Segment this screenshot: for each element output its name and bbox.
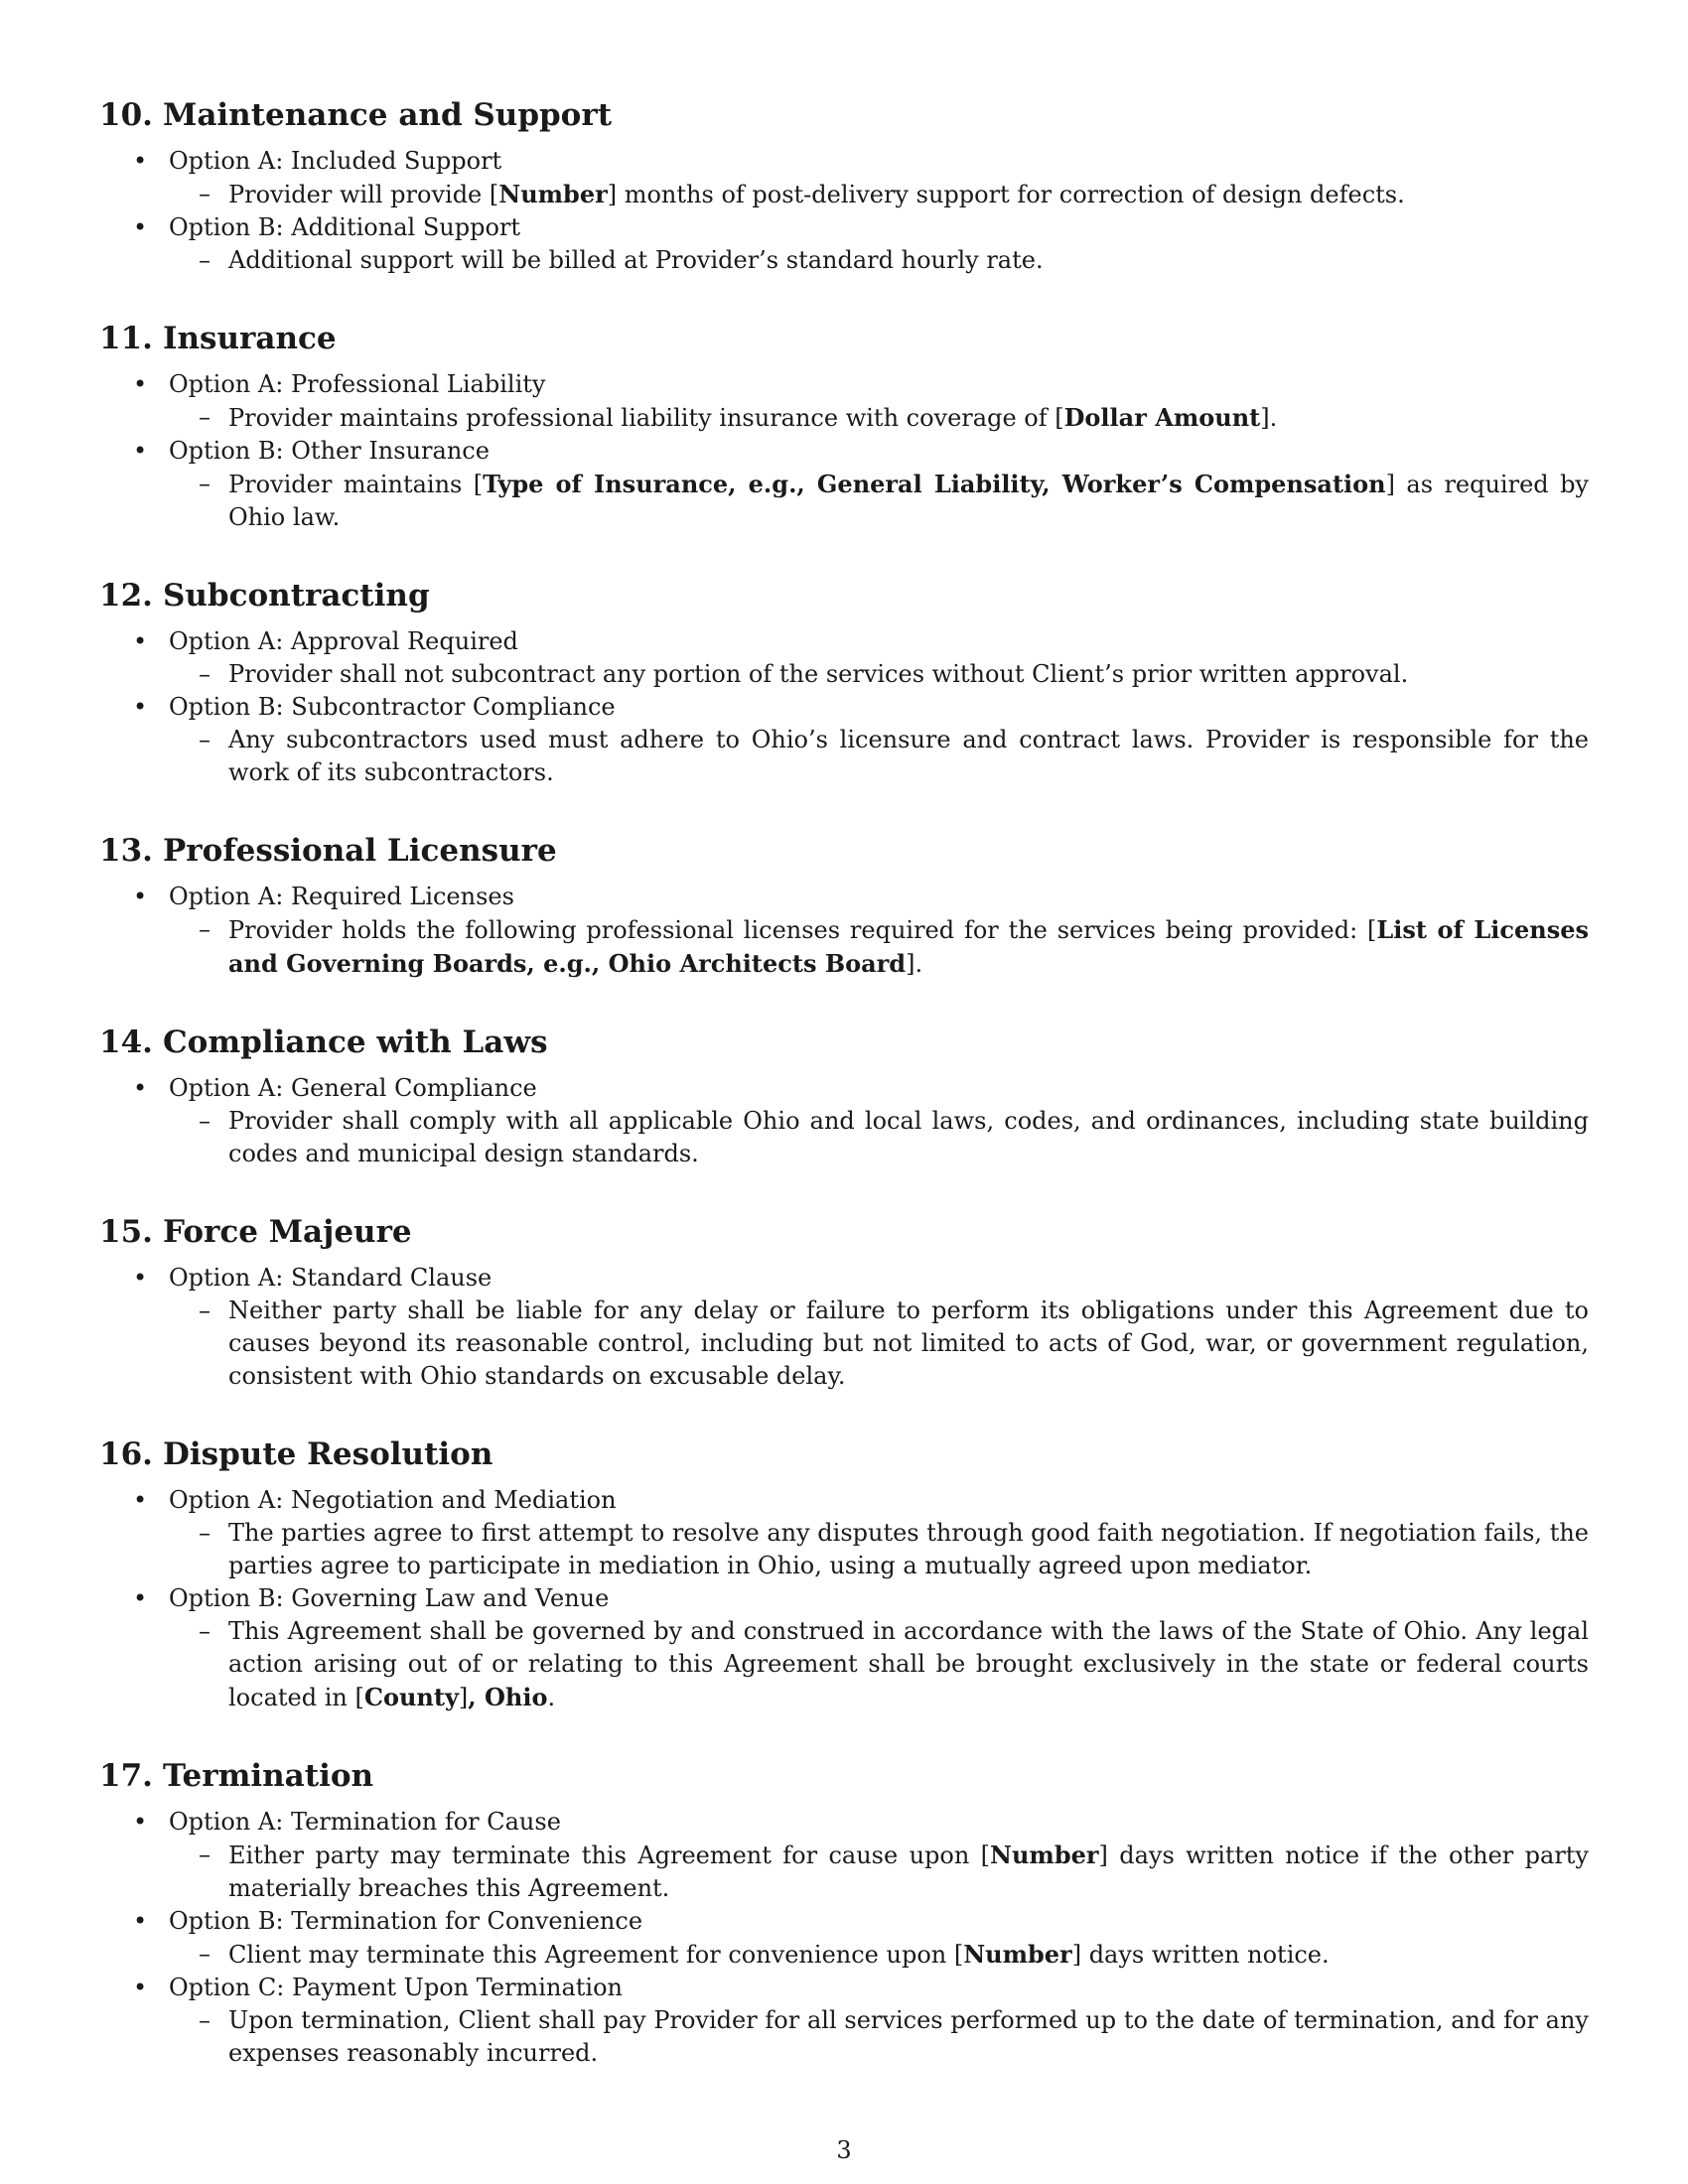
description-text: ]. — [906, 950, 923, 978]
bullet-icon: • — [133, 693, 148, 721]
description-text: Provider shall not subcontract any portion of the services without Client’s prior written approval. — [228, 660, 1409, 688]
section-number: 14. — [99, 1024, 153, 1060]
option-list — [99, 1262, 1589, 1393]
option-item — [99, 435, 1589, 534]
description-text: Provider holds the following professional licenses required for the services being provided: [ — [228, 916, 1377, 944]
placeholder-field: Dollar Amount — [1063, 403, 1261, 432]
placeholder-field: Number — [498, 180, 608, 208]
section-heading — [99, 576, 1589, 615]
description-text: . — [547, 1684, 556, 1711]
option-item — [99, 691, 1589, 789]
placeholder-field: Number — [963, 1940, 1072, 1969]
section-title: Insurance — [163, 321, 337, 356]
section-title: Termination — [163, 1758, 374, 1794]
option-description — [169, 658, 1589, 691]
section-title: Maintenance and Support — [163, 97, 613, 133]
placeholder-field: , Ohio — [468, 1683, 548, 1711]
placeholder-field: Type of Insurance, e.g., General Liability, Worker’s Compensation — [483, 470, 1386, 498]
dash-icon: – — [199, 915, 211, 943]
option-description — [169, 244, 1589, 277]
page-number: 3 — [836, 2136, 852, 2164]
option-label: Option A: Professional Liability — [169, 370, 546, 398]
option-list — [99, 145, 1589, 277]
option-label: Option B: Additional Support — [169, 213, 521, 241]
option-item — [99, 1262, 1589, 1393]
description-text: ]. — [1260, 404, 1278, 432]
option-label: Option B: Governing Law and Venue — [169, 1584, 610, 1612]
section — [99, 831, 1589, 981]
bullet-icon: • — [133, 1264, 148, 1292]
section — [99, 319, 1589, 534]
section-title: Force Majeure — [163, 1214, 412, 1250]
dash-icon: – — [199, 2006, 211, 2034]
option-description — [169, 1938, 1589, 1972]
option-list — [99, 368, 1589, 534]
description-text: Provider shall comply with all applicable Ohio and local laws, codes, and ordinances, including state building codes and municipal design standards. — [228, 1107, 1589, 1167]
section-number: 15. — [99, 1214, 153, 1250]
description-text: Client may terminate this Agreement for convenience upon [ — [228, 1941, 964, 1969]
option-item — [99, 1582, 1589, 1714]
option-description — [169, 468, 1589, 534]
option-label: Option B: Subcontractor Compliance — [169, 693, 616, 721]
section-number: 10. — [99, 97, 153, 133]
description-text: ] months of post-delivery support for correction of design defects. — [607, 181, 1405, 208]
dash-icon: – — [199, 1297, 211, 1324]
section — [99, 1212, 1589, 1393]
description-text: Provider will provide [ — [228, 181, 499, 208]
option-label: Option A: Required Licenses — [169, 883, 514, 910]
option-item — [99, 1905, 1589, 1972]
section-number: 11. — [99, 321, 153, 356]
option-description — [169, 1839, 1589, 1905]
option-label: Option C: Payment Upon Termination — [169, 1974, 623, 2001]
option-list — [99, 625, 1589, 789]
option-item — [99, 881, 1589, 981]
dash-icon: – — [199, 1617, 211, 1645]
bullet-icon: • — [133, 213, 148, 241]
option-label: Option A: General Compliance — [169, 1074, 537, 1102]
option-item — [99, 1972, 1589, 2070]
option-label: Option A: Approval Required — [169, 627, 518, 655]
bullet-icon: • — [133, 147, 148, 175]
bullet-icon: • — [133, 627, 148, 655]
description-text: Upon termination, Client shall pay Provider for all services performed up to the date of termination, and for any expenses reasonably incurred. — [228, 2006, 1589, 2067]
option-description — [169, 2004, 1589, 2070]
description-text: Either party may terminate this Agreement for cause upon [ — [228, 1842, 991, 1869]
bullet-icon: • — [133, 1074, 148, 1102]
description-text: Neither party shall be liable for any delay or failure to perform its obligations under this Agreement due to causes beyond its reasonable control, including but not limited to acts of God, war, or government regulation, consistent with Ohio standards on excusable delay. — [228, 1297, 1589, 1390]
option-description — [169, 1615, 1589, 1714]
option-item — [99, 211, 1589, 277]
dash-icon: – — [199, 1107, 211, 1135]
section-heading — [99, 1212, 1589, 1252]
description-text: ] — [458, 1684, 469, 1711]
description-text: Any subcontractors used must adhere to Ohio’s licensure and contract laws. Provider is responsible for the work of its subcontractors. — [228, 726, 1589, 786]
option-list — [99, 1072, 1589, 1170]
option-item — [99, 625, 1589, 691]
option-label: Option A: Standard Clause — [169, 1264, 492, 1292]
option-list — [99, 1806, 1589, 2070]
bullet-icon: • — [133, 1486, 148, 1514]
section-heading — [99, 95, 1589, 135]
description-text: Provider maintains professional liability insurance with coverage of [ — [228, 404, 1064, 432]
section — [99, 1023, 1589, 1170]
section-heading — [99, 319, 1589, 358]
option-item — [99, 368, 1589, 435]
section-heading — [99, 831, 1589, 871]
option-label: Option A: Included Support — [169, 147, 502, 175]
option-description — [169, 913, 1589, 981]
option-item — [99, 145, 1589, 211]
section — [99, 95, 1589, 277]
description-text: Additional support will be billed at Provider’s standard hourly rate. — [228, 246, 1044, 274]
option-item — [99, 1484, 1589, 1582]
dash-icon: – — [199, 1940, 211, 1968]
option-item — [99, 1072, 1589, 1170]
option-description — [169, 1295, 1589, 1393]
dash-icon: – — [199, 403, 211, 431]
option-label: Option A: Negotiation and Mediation — [169, 1486, 617, 1514]
section — [99, 1434, 1589, 1714]
bullet-icon: • — [133, 1907, 148, 1935]
option-description — [169, 178, 1589, 211]
dash-icon: – — [199, 726, 211, 753]
bullet-icon: • — [133, 883, 148, 910]
document-page — [99, 95, 1589, 2112]
description-text: This Agreement shall be governed by and construed in accordance with the laws of the State of Ohio. Any legal action arising out of or relating to this Agreement shall be brought exclusively in the state or federal courts located in [ — [228, 1617, 1589, 1711]
dash-icon: – — [199, 660, 211, 688]
option-description — [169, 401, 1589, 435]
section-number: 16. — [99, 1436, 153, 1472]
section-title: Professional Licensure — [163, 833, 557, 869]
placeholder-field: Number — [990, 1841, 1099, 1869]
description-text: Provider maintains [ — [228, 471, 484, 498]
bullet-icon: • — [133, 1974, 148, 2001]
dash-icon: – — [199, 1841, 211, 1868]
section — [99, 576, 1589, 789]
section-title: Dispute Resolution — [163, 1436, 493, 1472]
section-heading — [99, 1434, 1589, 1474]
option-label: Option A: Termination for Cause — [169, 1808, 561, 1836]
bullet-icon: • — [133, 1808, 148, 1836]
section-heading — [99, 1023, 1589, 1062]
option-label: Option B: Termination for Convenience — [169, 1907, 643, 1935]
description-text: ] days written notice if the other party materially breaches this Agreement. — [228, 1842, 1589, 1902]
placeholder-field: County — [363, 1683, 459, 1711]
option-label: Option B: Other Insurance — [169, 437, 490, 465]
dash-icon: – — [199, 246, 211, 274]
section-heading — [99, 1756, 1589, 1796]
dash-icon: – — [199, 180, 211, 207]
section-number: 17. — [99, 1758, 153, 1794]
dash-icon: – — [199, 470, 211, 497]
option-item — [99, 1806, 1589, 1905]
placeholder-field: List of Licenses and Governing Boards, e.g., Ohio Architects Board — [228, 915, 1589, 978]
option-description — [169, 1517, 1589, 1582]
bullet-icon: • — [133, 370, 148, 398]
section-title: Compliance with Laws — [163, 1024, 548, 1060]
section-number: 13. — [99, 833, 153, 869]
description-text: The parties agree to first attempt to resolve any disputes through good faith negotiation. If negotiation fails, the parties agree to participate in mediation in Ohio, using a mutually agreed upon mediator. — [228, 1519, 1589, 1579]
option-list — [99, 1484, 1589, 1714]
section-title: Subcontracting — [163, 578, 430, 614]
bullet-icon: • — [133, 437, 148, 465]
option-description — [169, 724, 1589, 789]
section — [99, 1756, 1589, 2070]
bullet-icon: • — [133, 1584, 148, 1612]
description-text: ] days written notice. — [1071, 1941, 1330, 1969]
section-number: 12. — [99, 578, 153, 614]
dash-icon: – — [199, 1519, 211, 1547]
description-text: ] as required by Ohio law. — [228, 471, 1589, 531]
option-list — [99, 881, 1589, 981]
option-description — [169, 1105, 1589, 1170]
